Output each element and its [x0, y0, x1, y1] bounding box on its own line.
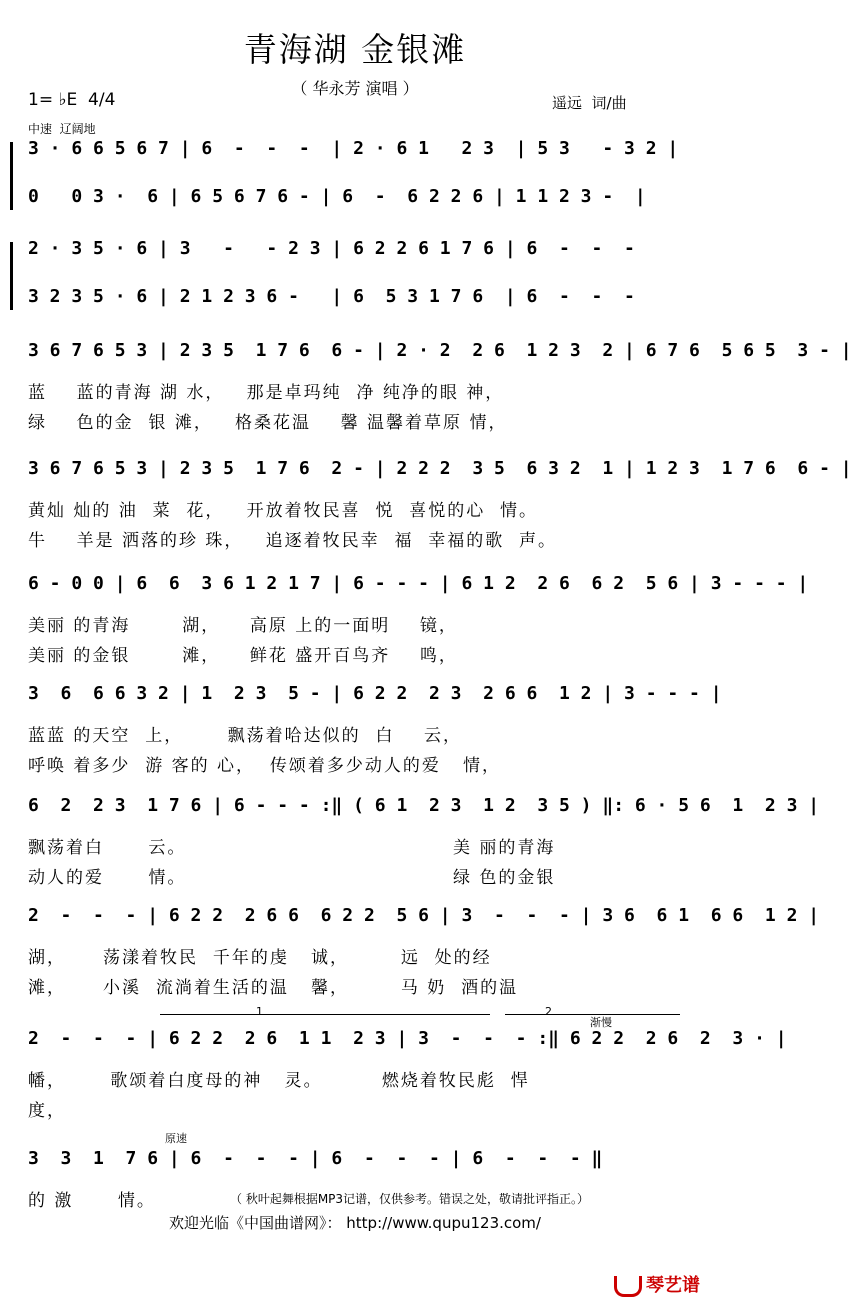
- notation-line: 3 6 6 6 3 2 | 1 2 3 5 - | 6 2 2 2 3 2 6 6 1 2 | 3 - - - |: [28, 683, 722, 704]
- logo-icon: [614, 1276, 642, 1297]
- lyric-line: 的 激 情。: [28, 1191, 156, 1211]
- lyric-line: 幡， 歌颂着白度母的神 灵。 燃烧着牧民彪 悍: [28, 1071, 530, 1091]
- system-bracket: [10, 142, 13, 210]
- notation-line: 3 6 7 6 5 3 | 2 3 5 1 7 6 2 - | 2 2 2 3 5 6 3 2 1 | 1 2 3 1 7 6 6 - |: [28, 458, 852, 479]
- volta-2: 2: [545, 1005, 552, 1018]
- notation-line: 6 2 2 3 1 7 6 | 6 - - - :‖ ( 6 1 2 3 1 2 3 5 ) ‖: 6 · 5 6 1 2 3 |: [28, 795, 820, 816]
- notation-line: 6 - 0 0 | 6 6 3 6 1 2 1 7 | 6 - - - | 6 1 2 2 6 6 2 5 6 | 3 - - - |: [28, 573, 809, 594]
- lyric-line: 美丽 的青海 湖， 高原 上的一面明 镜，: [28, 616, 458, 636]
- lyric-line: 滩， 小溪 流淌着生活的温 馨， 马 奶 酒的温: [28, 978, 519, 998]
- volta-1-line: [160, 1014, 490, 1015]
- lyric-line: 美丽 的金银 滩， 鲜花 盛开百鸟齐 鸣，: [28, 646, 458, 666]
- notation-line: 3 2 3 5 · 6 | 2 1 2 3 6 - | 6 5 3 1 7 6 | 6 - - -: [28, 286, 635, 307]
- lyric-line: 飘荡着白 云。 美 丽的青海: [28, 838, 556, 858]
- lyric-line: 牛 羊是 洒落的珍 珠， 追逐着牧民幸 福 幸福的歌 声。: [28, 531, 558, 551]
- volta-1: 1: [256, 1005, 263, 1018]
- singer-line: （ 华永芳 演唱 ）: [291, 79, 419, 98]
- credit-line: 遥远 词/曲: [552, 94, 627, 112]
- lyric-line: 呼唤 着多少 游 客的 心， 传颂着多少动人的爱 情，: [28, 756, 502, 776]
- lyric-line: 黄灿 灿的 油 菜 花， 开放着牧民喜 悦 喜悦的心 情。: [28, 501, 539, 521]
- key-signature: 1= ♭E 4/4: [28, 90, 116, 110]
- notation-line: 2 · 3 5 · 6 | 3 - - 2 3 | 6 2 2 6 1 7 6 | 6 - - -: [28, 238, 635, 259]
- lyric-line: 绿 色的金 银 滩， 格桑花温 馨 温馨着草原 情，: [28, 413, 508, 433]
- logo-text: 琴艺谱: [646, 1275, 700, 1296]
- page-title: 青海湖 金银滩: [243, 30, 467, 69]
- notation-line: 3 3 1 7 6 | 6 - - - | 6 - - - | 6 - - - ‖: [28, 1148, 603, 1169]
- system-bracket: [10, 242, 13, 310]
- slowing-mark: 渐慢: [590, 1016, 612, 1029]
- lyric-line: 蓝 蓝的青海 湖 水， 那是卓玛纯 净 纯净的眼 神，: [28, 383, 505, 403]
- original-tempo-mark: 原速: [165, 1132, 187, 1145]
- footnote: （ 秋叶起舞根据MP3记谱，仅供参考。错误之处，敬请批评指正。）: [230, 1192, 590, 1206]
- lyric-line: 湖， 荡漾着牧民 千年的虔 诚， 远 处的经: [28, 948, 492, 968]
- lyric-line: 动人的爱 情。 绿 色的金银: [28, 868, 556, 888]
- site-logo: [601, 1250, 700, 1297]
- notation-line: 0 0 3 · 6 | 6 5 6 7 6 - | 6 - 6 2 2 6 | 1 1 2 3 - |: [28, 186, 646, 207]
- lyric-line: 蓝蓝 的天空 上， 飘荡着哈达似的 白 云，: [28, 726, 463, 746]
- footer-text: 欢迎光临《中国曲谱网》： http://www.qupu123.com/: [169, 1214, 541, 1232]
- notation-line: 2 - - - | 6 2 2 2 6 1 1 2 3 | 3 - - - :‖ 6 2 2 2 6 2 3 · |: [28, 1028, 787, 1049]
- notation-line: 2 - - - | 6 2 2 2 6 6 6 2 2 5 6 | 3 - - - | 3 6 6 1 6 6 1 2 |: [28, 905, 820, 926]
- tempo-marking: 中速 辽阔地: [28, 122, 96, 136]
- lyric-line: 度，: [28, 1101, 66, 1121]
- notation-line: 3 6 7 6 5 3 | 2 3 5 1 7 6 6 - | 2 · 2 2 6 1 2 3 2 | 6 7 6 5 6 5 3 - |: [28, 340, 852, 361]
- notation-line: 3 · 6 6 5 6 7 | 6 - - - | 2 · 6 1 2 3 | 5 3 - 3 2 |: [28, 138, 679, 159]
